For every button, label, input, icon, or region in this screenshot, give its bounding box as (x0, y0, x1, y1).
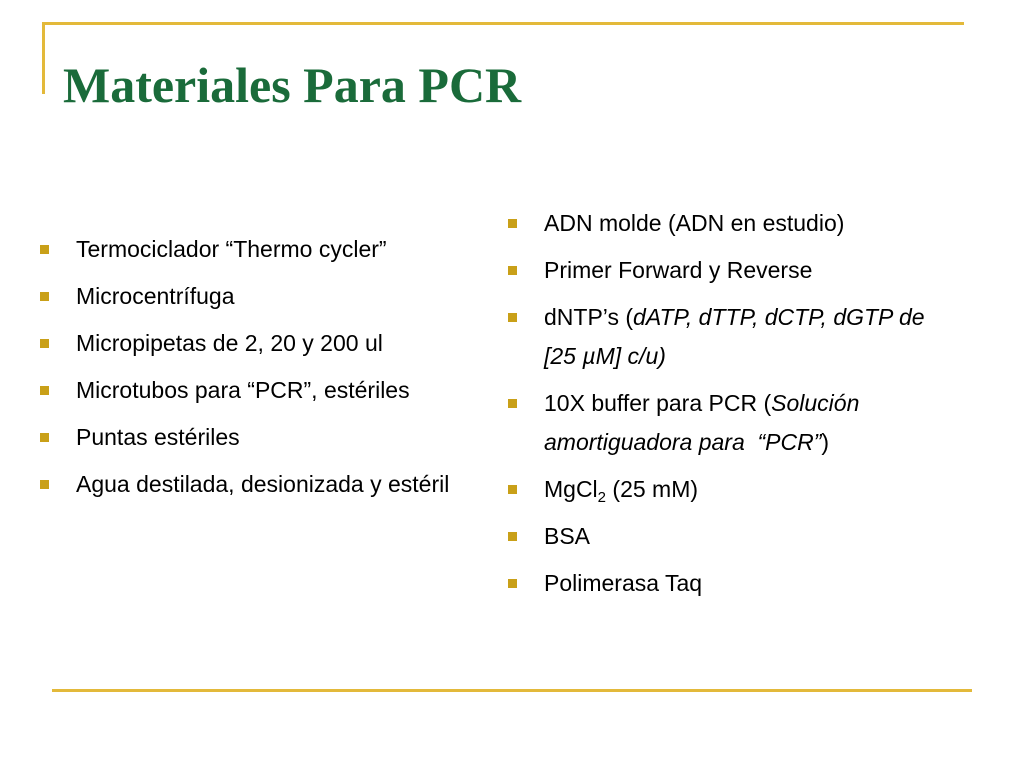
slide-title: Materiales Para PCR (63, 57, 522, 113)
list-item-buffer: 10X buffer para PCR (Solución amortiguadora para “PCR”) (506, 384, 966, 462)
square-bullet-icon (508, 485, 517, 494)
list-item-primer: Primer Forward y Reverse (506, 251, 966, 290)
list-item-adn: ADN molde (ADN en estudio) (506, 204, 966, 243)
square-bullet-icon (40, 433, 49, 442)
square-bullet-icon (40, 339, 49, 348)
square-bullet-icon (40, 245, 49, 254)
square-bullet-icon (508, 532, 517, 541)
list-item: Microtubos para “PCR”, estériles (38, 371, 498, 410)
square-bullet-icon (508, 579, 517, 588)
top-rule (42, 22, 964, 25)
list-item-bsa: BSA (506, 517, 966, 556)
bottom-rule (52, 689, 972, 692)
list-item-dntp: dNTP’s (dATP, dTTP, dCTP, dGTP de [25 µM] c/u) (506, 298, 966, 376)
square-bullet-icon (508, 399, 517, 408)
list-item: Agua destilada, desionizada y estéril (38, 465, 498, 504)
list-item: Puntas estériles (38, 418, 498, 457)
square-bullet-icon (508, 219, 517, 228)
list-item: Microcentrífuga (38, 277, 498, 316)
list-item-mgcl2: MgCl$_2$ (25 mM) (506, 470, 966, 509)
square-bullet-icon (40, 480, 49, 489)
list-item-taq: Polimerasa Taq (506, 564, 966, 603)
list-item: Micropipetas de 2, 20 y 200 ul (38, 324, 498, 363)
right-bullet-list (506, 204, 966, 611)
square-bullet-icon (508, 313, 517, 322)
list-item: Termociclador “Thermo cycler” (38, 230, 498, 269)
square-bullet-icon (40, 386, 49, 395)
left-rule (42, 22, 45, 94)
square-bullet-icon (508, 266, 517, 275)
left-bullet-list (38, 230, 498, 512)
square-bullet-icon (40, 292, 49, 301)
